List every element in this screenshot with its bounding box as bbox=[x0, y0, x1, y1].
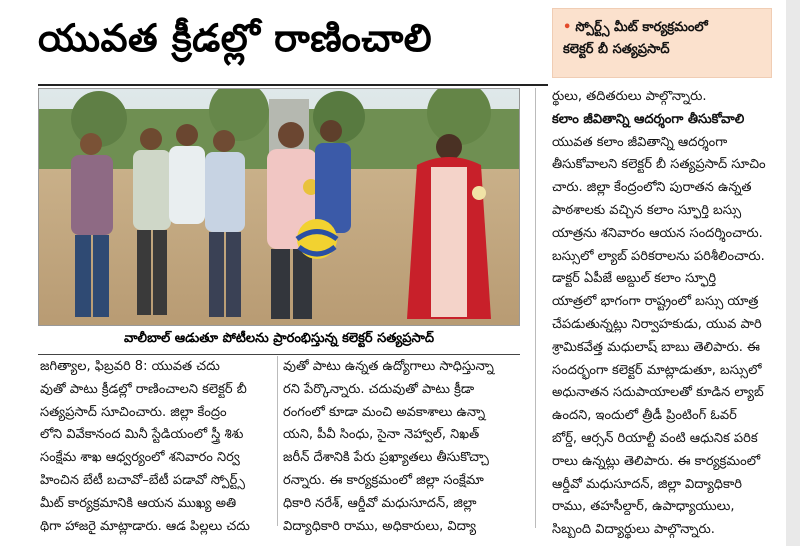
photo-illustration bbox=[39, 89, 520, 326]
text-line: వుతో పాటు క్రీడల్లో రాణించాలని కలెక్టర్ బీ bbox=[40, 381, 247, 397]
text-line: సత్యప్రసాద్ సూచించారు. జిల్లా కేంద్రం bbox=[40, 404, 227, 420]
text-line: రాలు ఉన్నట్లు తెలిపారు. ఈ కార్యక్రమంలో bbox=[552, 453, 761, 469]
text-line: సంక్షేమ శాఖ ఆధ్వర్యంలో శనివారం నిర్వ bbox=[40, 450, 240, 466]
subheading: కలాం జీవితాన్ని ఆదర్శంగా తీసుకోవాలి bbox=[552, 111, 745, 127]
text-line: యాత్రలో భాగంగా రాష్ట్రంలో బస్సు యాత్ర bbox=[552, 294, 759, 310]
text-line: రన్నారు. ఈ కార్యక్రమంలో జిల్లా సంక్షేమా bbox=[283, 472, 484, 488]
text-line: రంగంలో కూడా మంచి అవకాశాలు ఉన్నా bbox=[283, 404, 486, 420]
text-line: ఉందని, ఇందులో త్రీడీ ప్రింటింగ్ ఓవర్ bbox=[552, 408, 737, 424]
highlight-line-1: • స్పోర్ట్స్ మీట్ కార్యక్రమంలో bbox=[563, 20, 708, 35]
text-line: అధునాతన సదుపాయాలతో కూడిన ల్యాబ్ bbox=[552, 385, 764, 401]
text-line: సిబ్బంది విద్యార్థులు పాల్గొన్నారు. bbox=[552, 522, 715, 538]
column-divider bbox=[535, 88, 536, 528]
news-photo bbox=[38, 88, 520, 326]
highlight-line-2: కలెక్టర్ బీ సత్యప్రసాద్ bbox=[563, 42, 670, 57]
photo-caption: వాలీబాల్ ఆడుతూ పోటీలను ప్రారంభిస్తున్న కలెక్టర్ సత్యప్రసాద్ bbox=[38, 326, 520, 355]
column-divider bbox=[277, 356, 278, 526]
text-line: చేపడుతున్నట్లు నిర్వాహకుడు, యువ పారి bbox=[552, 316, 762, 332]
page-edge bbox=[786, 0, 800, 546]
text-line: పాఠశాలకు వచ్చిన కలాం స్ఫూర్తి బస్సు bbox=[552, 202, 742, 218]
headline: యువత క్రీడల్లో రాణించాలి bbox=[38, 16, 433, 60]
text-line: రని పేర్కొన్నారు. చదువుతో పాటు క్రీడా bbox=[283, 381, 475, 397]
text-line: ఆర్డీవో మధుసూదన్, జిల్లా విద్యాధికారి bbox=[552, 476, 742, 492]
text-line: మీట్ కార్యక్రమానికి ఆయన ముఖ్య అతి bbox=[40, 495, 237, 511]
article-column-middle bbox=[283, 356, 523, 538]
text-line: లోని వివేకానంద మినీ స్టేడియంలో స్త్రీ శిశు bbox=[40, 427, 244, 443]
text-line: జగిత్యాల, ఫిబ్రవరి 8: యువత చదు bbox=[40, 359, 220, 374]
text-line: జరీన్ దేశానికి పేరు ప్రఖ్యాతలు తీసుకొచ్చా bbox=[283, 450, 489, 466]
article-column-right bbox=[552, 86, 778, 542]
text-line: బోర్డ్, ఆర్సన్ రియాల్టీ వంటి ఆధునిక పరిక bbox=[552, 430, 758, 446]
text-line: థిగా హాజరై మాట్లాడారు. ఆడ పిల్లలు చదు bbox=[40, 518, 250, 534]
highlight-box bbox=[552, 8, 772, 78]
text-line: యని, పీవీ సింధు, సైనా నెహ్వాల్, నిఖత్ bbox=[283, 427, 480, 443]
text-line: సందర్భంగా కలెక్టర్ మాట్లాడుతూ, బస్సులో bbox=[552, 362, 762, 378]
text-line: డాక్టర్ ఏపీజే అబ్దుల్ కలాం స్ఫూర్తి bbox=[552, 271, 717, 287]
text-line: బస్సులో ల్యాబ్ పరికరాలను పరిశీలించారు. bbox=[552, 248, 765, 264]
text-line: విద్యాధికారి రాము, అధికారులు, విద్యా bbox=[283, 518, 477, 534]
headline-rule bbox=[38, 84, 548, 86]
text-line: వుతో పాటు ఉన్నత ఉద్యోగాలు సాధిస్తున్నా bbox=[283, 359, 494, 374]
text-line: తీసుకోవాలని కలెక్టర్ బీ సత్యప్రసాద్ సూచిం bbox=[552, 157, 766, 173]
text-line: యాత్రను శనివారం ఆయన సందర్శించారు. bbox=[552, 225, 763, 241]
text-line: చారు. జిల్లా కేంద్రంలోని పురాతన ఉన్నత bbox=[552, 180, 752, 196]
text-line: రాము, తహసీల్దార్, ఉపాధ్యాయులు, bbox=[552, 499, 735, 515]
article-column-left bbox=[40, 356, 272, 538]
text-line: ధికారి నరేశ్, ఆర్డీవో మధుసూదన్, జిల్లా bbox=[283, 495, 477, 511]
text-line: ర్థులు, తదితరులు పాల్గొన్నారు. bbox=[552, 89, 707, 104]
text-line: హించిన బేటీ బచావో–బేటీ పడావో స్పోర్ట్స్ bbox=[40, 472, 246, 488]
text-line: శ్రామికవేత్త మధులాష్ బాబు తెలిపారు. ఈ bbox=[552, 339, 760, 355]
text-line: యువత కలాం జీవితాన్ని ఆదర్శంగా bbox=[552, 134, 728, 150]
bullet-icon: • bbox=[563, 20, 572, 35]
